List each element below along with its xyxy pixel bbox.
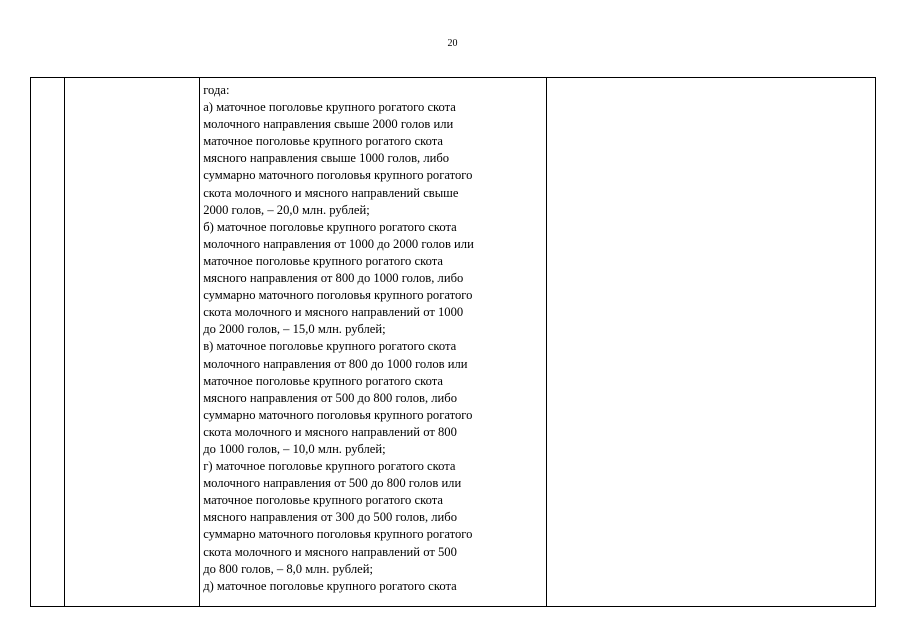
text-line: маточное поголовье крупного рогатого скота: [203, 493, 443, 508]
table-cell-conditions: [200, 78, 546, 607]
table-cell-number: [31, 78, 65, 607]
text-line: молочного направления от 1000 до 2000 голов или: [203, 236, 474, 251]
text-line: скота молочного и мясного направлений от 800: [203, 424, 457, 439]
text-line: маточное поголовье крупного рогатого скота: [203, 253, 443, 268]
text-line: скота молочного и мясного направлений от 1000: [203, 305, 464, 320]
text-line: суммарно маточного поголовья крупного рогатого: [203, 527, 473, 542]
text-line: а) маточное поголовье крупного рогатого скота: [203, 100, 456, 115]
text-line: мясного направления от 300 до 500 голов, либо: [203, 510, 457, 525]
text-line: д) маточное поголовье крупного рогатого скота: [203, 578, 457, 593]
text-line: до 2000 голов, – 15,0 млн. рублей;: [203, 322, 386, 337]
table-cell-notes: [546, 78, 875, 607]
text-line: до 1000 голов, – 10,0 млн. рублей;: [203, 441, 386, 456]
text-line: маточное поголовье крупного рогатого скота: [203, 134, 443, 149]
text-line: мясного направления от 800 до 1000 голов, либо: [203, 271, 464, 286]
table-cell-name: [65, 78, 200, 607]
text-line: года:: [203, 83, 230, 97]
conditions-text: [200, 78, 545, 595]
text-line: в) маточное поголовье крупного рогатого скота: [203, 339, 457, 354]
text-line: до 800 голов, – 8,0 млн. рублей;: [203, 561, 373, 576]
text-line: скота молочного и мясного направлений свыше: [203, 185, 459, 200]
page-number: 20: [447, 38, 458, 49]
text-line: молочного направления свыше 2000 голов или: [203, 117, 454, 132]
text-line: мясного направления свыше 1000 голов, либо: [203, 151, 450, 166]
text-line: молочного направления от 500 до 800 голов или: [203, 476, 462, 491]
text-line: суммарно маточного поголовья крупного рогатого: [203, 168, 473, 183]
text-line: скота молочного и мясного направлений от 500: [203, 544, 457, 559]
table-row: [31, 78, 876, 607]
text-line: суммарно маточного поголовья крупного рогатого: [203, 407, 473, 422]
document-table: [30, 77, 876, 607]
text-line: маточное поголовье крупного рогатого скота: [203, 373, 443, 388]
text-line: 2000 голов, – 20,0 млн. рублей;: [203, 202, 370, 217]
text-line: мясного направления от 500 до 800 голов, либо: [203, 390, 457, 405]
text-line: б) маточное поголовье крупного рогатого скота: [203, 219, 457, 234]
text-line: молочного направления от 800 до 1000 голов или: [203, 356, 468, 371]
text-line: суммарно маточного поголовья крупного рогатого: [203, 288, 473, 303]
text-line: г) маточное поголовье крупного рогатого скота: [203, 459, 456, 474]
